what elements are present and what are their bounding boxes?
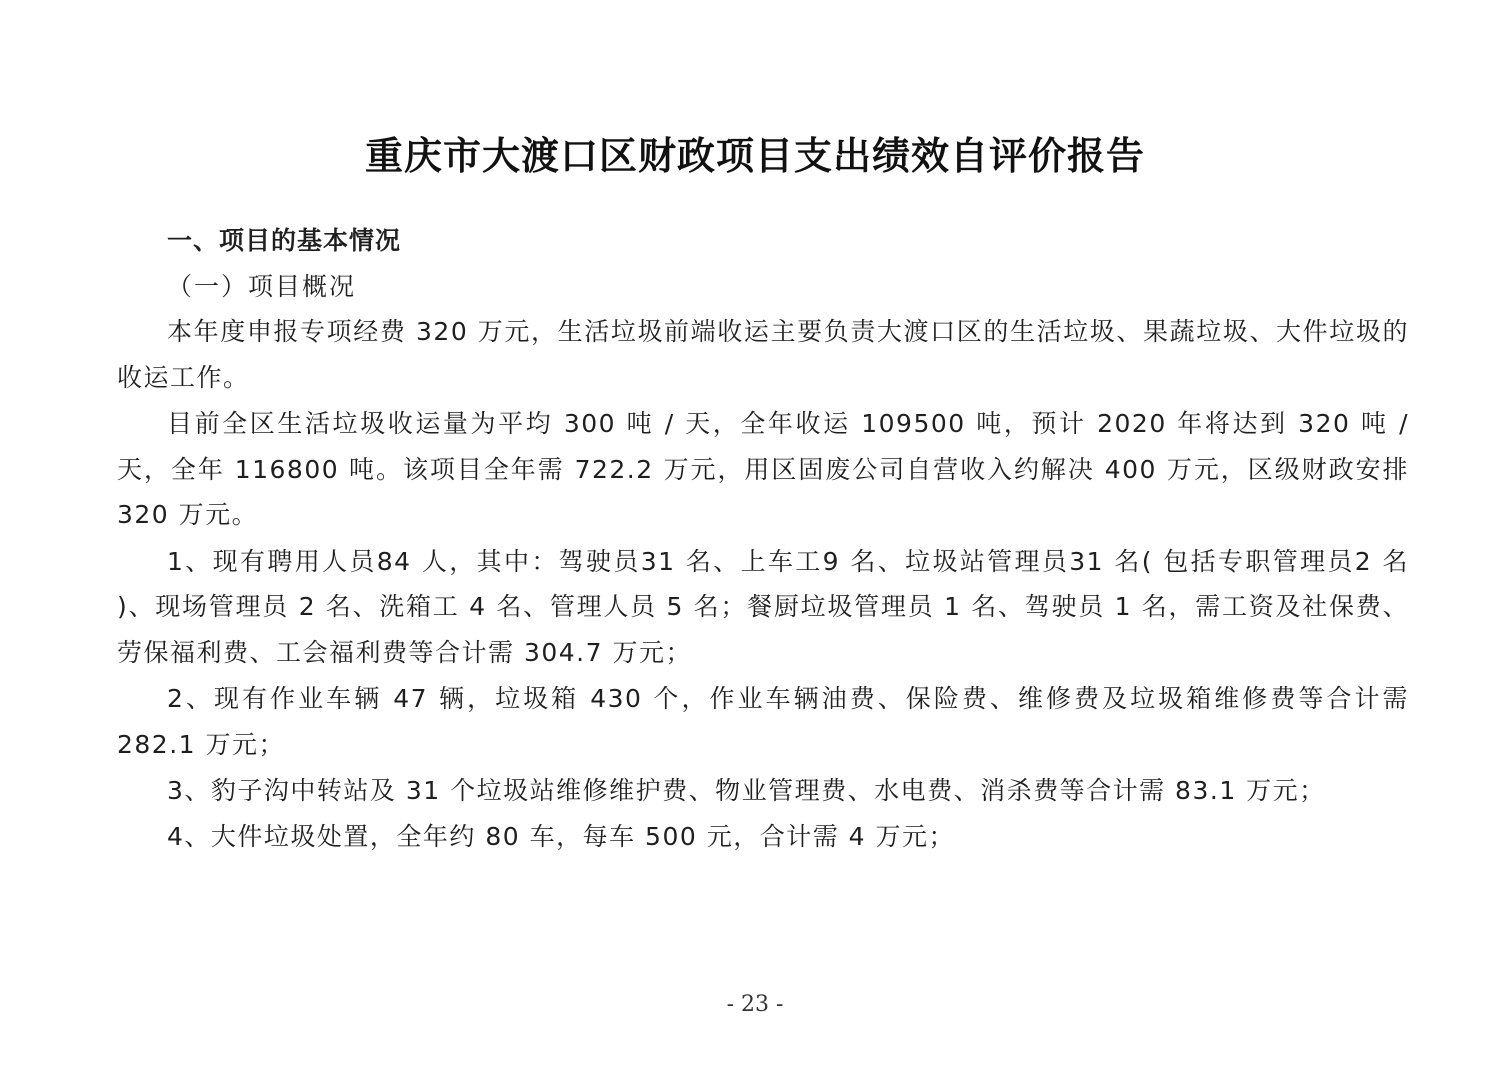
page-number: - 23 - (726, 992, 784, 1017)
paragraph-bulky-waste: 4、大件垃圾处置，全年约 80 车，每车 500 元，合计需 4 万元； (167, 821, 956, 851)
report-body (117, 218, 1409, 859)
subsection-heading: （一）项目概况 (167, 271, 357, 301)
paragraph-stations: 3、豹子沟中转站及 31 个垃圾站维修维护费、物业管理费、水电费、消杀费等合计需 83.1 万元； (167, 776, 1326, 805)
paragraph-funding: 本年度申报专项经费 320 万元，生活垃圾前端收运主要负责大渡口区的生活垃圾、果蔬垃圾、大件垃圾的收运工作。 (117, 317, 1409, 392)
report-title: 重庆市大渡口区财政项目支出绩效自评价报告 (364, 133, 1145, 178)
paragraph-vehicles: 2、现有作业车辆 47 辆，垃圾箱 430 个，作业车辆油费、保险费、维修费及垃圾箱维修费等合计需 282.1 万元； (117, 684, 1409, 759)
section-heading: 一、项目的基本情况 (167, 226, 402, 255)
paragraph-staff: 1、现有聘用人员84 人，其中：驾驶员31 名、上车工9 名、垃圾站管理员31 名( 包括专职管理员2 名 )、现场管理员 2 名、洗箱工 4 名、管理人员 5 名；餐厨垃圾管理员 1 名、驾驶员 1 名，需工资及社保费、劳保福利费、工会福利费等合计需 304.7 万元； (117, 546, 1409, 667)
paragraph-volume: 目前全区生活垃圾收运量为平均 300 吨 / 天，全年收运 109500 吨，预计 2020 年将达到 320 吨 / 天，全年 116800 吨。该项目全年需 722.2 万元，用区固废公司自营收入约解决 400 万元，区级财政安排 320 万元。 (117, 409, 1409, 529)
